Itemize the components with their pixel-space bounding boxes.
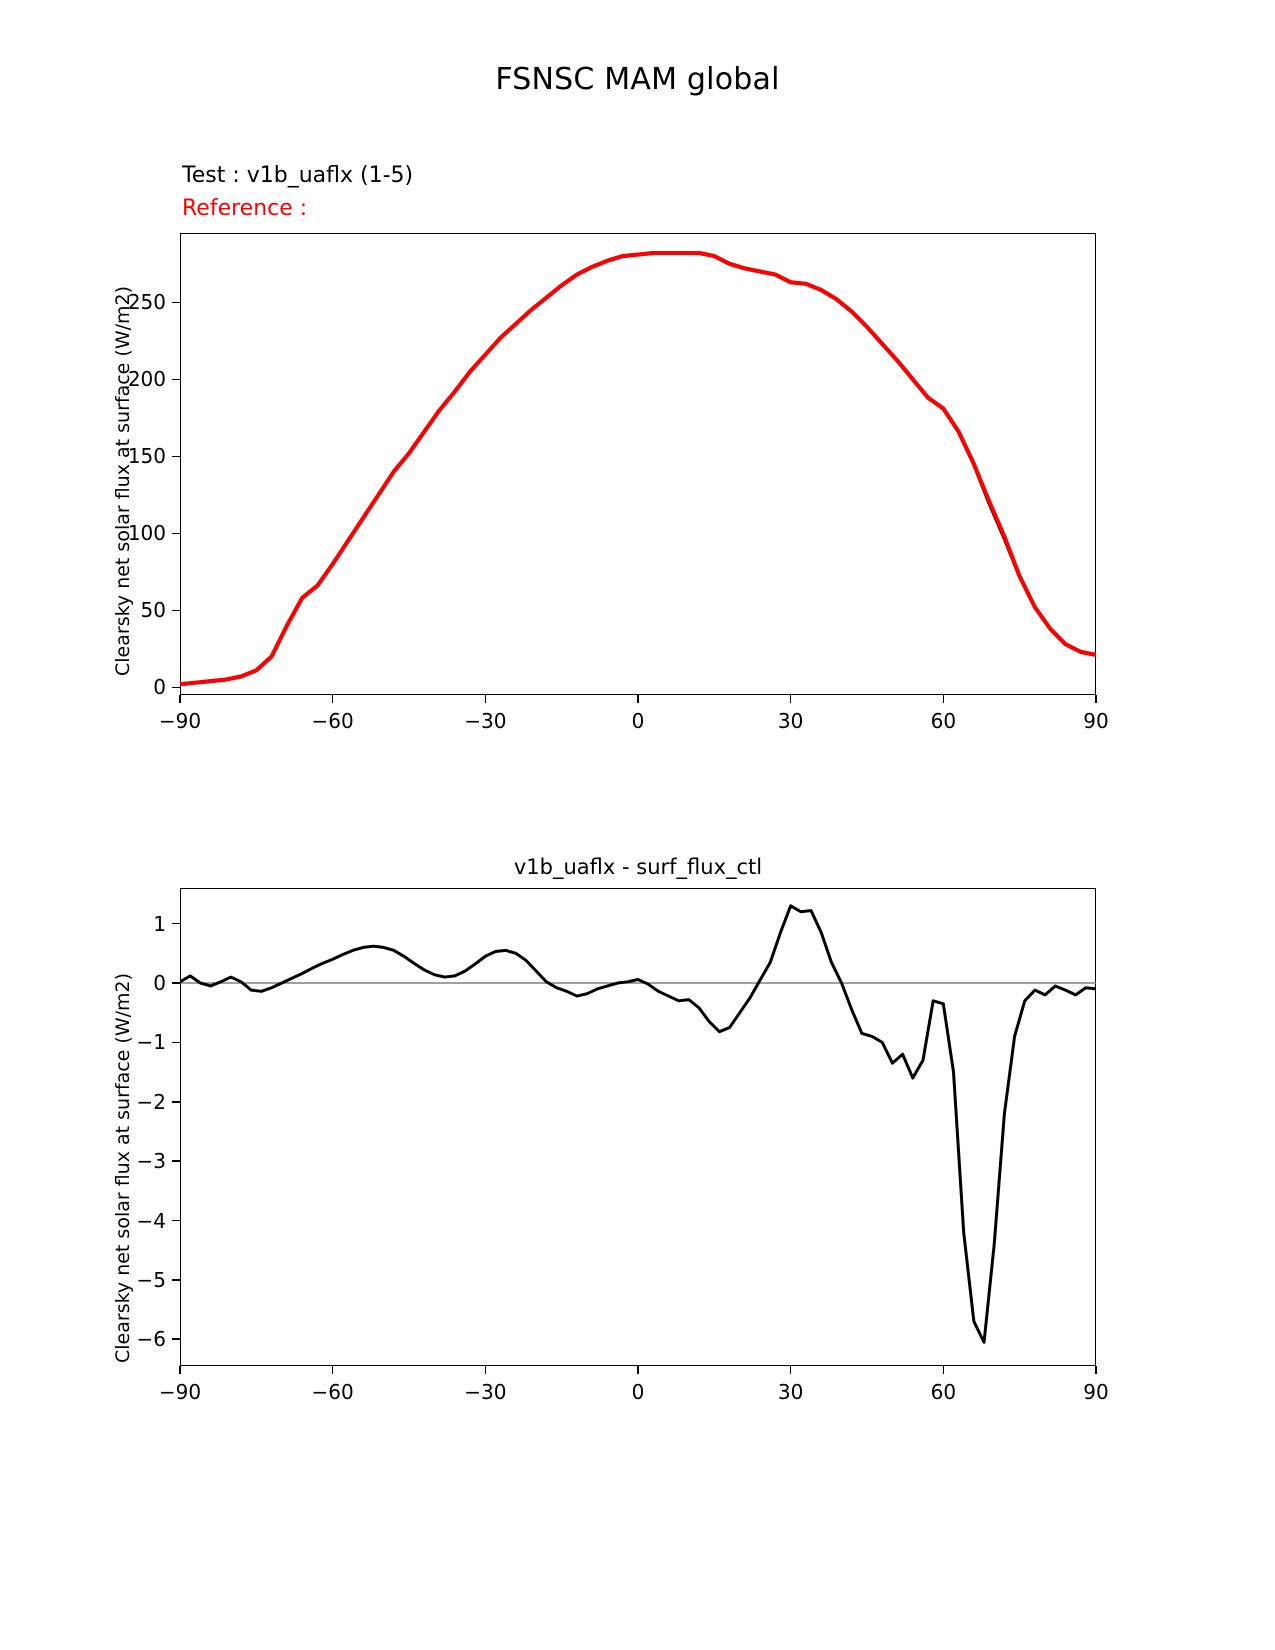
top-chart-plot-area	[180, 233, 1096, 695]
top-chart-y-axis-label: Clearsky net solar flux at surface (W/m2)	[112, 285, 134, 676]
x-tick-mark	[943, 1366, 945, 1374]
x-tick-mark	[943, 695, 945, 703]
y-tick-mark	[172, 923, 180, 925]
bottom-y-tick-label: −5	[136, 1267, 166, 1292]
bottom-x-tick-label: −60	[311, 1380, 354, 1404]
legend-reference-label: Reference :	[182, 196, 308, 221]
y-tick-mark	[172, 687, 180, 689]
top-y-tick-label: 0	[153, 675, 166, 700]
top-x-tick-label: 30	[777, 709, 804, 733]
y-tick-mark	[172, 1101, 180, 1103]
bottom-x-tick-label: −90	[158, 1380, 202, 1404]
x-tick-mark	[485, 695, 487, 703]
x-tick-mark	[637, 1366, 639, 1374]
y-tick-mark	[172, 1279, 180, 1281]
y-tick-mark	[172, 982, 180, 984]
bottom-chart-y-axis-label: Clearsky net solar flux at surface (W/m2)	[112, 972, 134, 1363]
x-tick-mark	[1095, 695, 1097, 703]
bottom-x-tick-label: 30	[777, 1380, 804, 1404]
bottom-y-tick-label: −6	[136, 1327, 166, 1352]
bottom-chart-axes	[180, 888, 1096, 1366]
legend-test-label: Test : v1b_uaflx (1-5)	[182, 163, 414, 188]
bottom-x-tick-label: 0	[631, 1380, 645, 1404]
bottom-y-tick-label: −3	[136, 1149, 166, 1174]
y-tick-mark	[172, 1338, 180, 1340]
x-tick-mark	[1095, 1366, 1097, 1374]
top-x-tick-label: 90	[1083, 709, 1109, 733]
y-tick-mark	[172, 1042, 180, 1044]
y-tick-mark	[172, 456, 180, 458]
y-tick-mark	[172, 610, 180, 612]
bottom-y-tick-label: 0	[153, 971, 166, 995]
y-tick-mark	[172, 379, 180, 381]
top-y-tick-label: 100	[127, 521, 166, 546]
bottom-x-tick-label: −30	[464, 1380, 507, 1404]
x-tick-mark	[790, 695, 792, 703]
bottom-chart-title: v1b_uaflx - surf_flux_ctl	[513, 855, 763, 879]
y-tick-mark	[172, 1160, 180, 1162]
top-x-tick-label: 0	[631, 709, 645, 733]
x-tick-mark	[179, 695, 181, 703]
bottom-y-tick-label: 1	[153, 911, 166, 936]
x-tick-mark	[485, 1366, 487, 1374]
bottom-x-tick-label: 90	[1083, 1380, 1109, 1404]
top-x-tick-label: 60	[930, 709, 957, 733]
top-x-tick-label: −30	[464, 709, 507, 733]
x-tick-mark	[637, 695, 639, 703]
bottom-y-tick-label: −4	[136, 1208, 166, 1233]
bottom-y-tick-label: −2	[136, 1089, 166, 1114]
y-tick-mark	[172, 1220, 180, 1222]
top-chart-axes	[180, 233, 1096, 695]
top-x-tick-label: −90	[158, 709, 202, 733]
y-tick-mark	[172, 302, 180, 304]
top-y-tick-label: 50	[140, 598, 166, 623]
bottom-x-tick-label: 60	[930, 1380, 957, 1404]
top-y-tick-label: 250	[127, 290, 166, 315]
top-y-tick-label: 150	[127, 444, 166, 469]
top-y-tick-label: 200	[127, 367, 166, 392]
x-tick-mark	[332, 695, 334, 703]
x-tick-mark	[179, 1366, 181, 1374]
bottom-chart-plot-area	[180, 888, 1096, 1366]
x-tick-mark	[332, 1366, 334, 1374]
bottom-y-tick-label: −1	[136, 1030, 166, 1055]
y-tick-mark	[172, 533, 180, 535]
x-tick-mark	[790, 1366, 792, 1374]
figure-title: FSNSC MAM global	[495, 62, 780, 97]
top-x-tick-label: −60	[311, 709, 354, 733]
